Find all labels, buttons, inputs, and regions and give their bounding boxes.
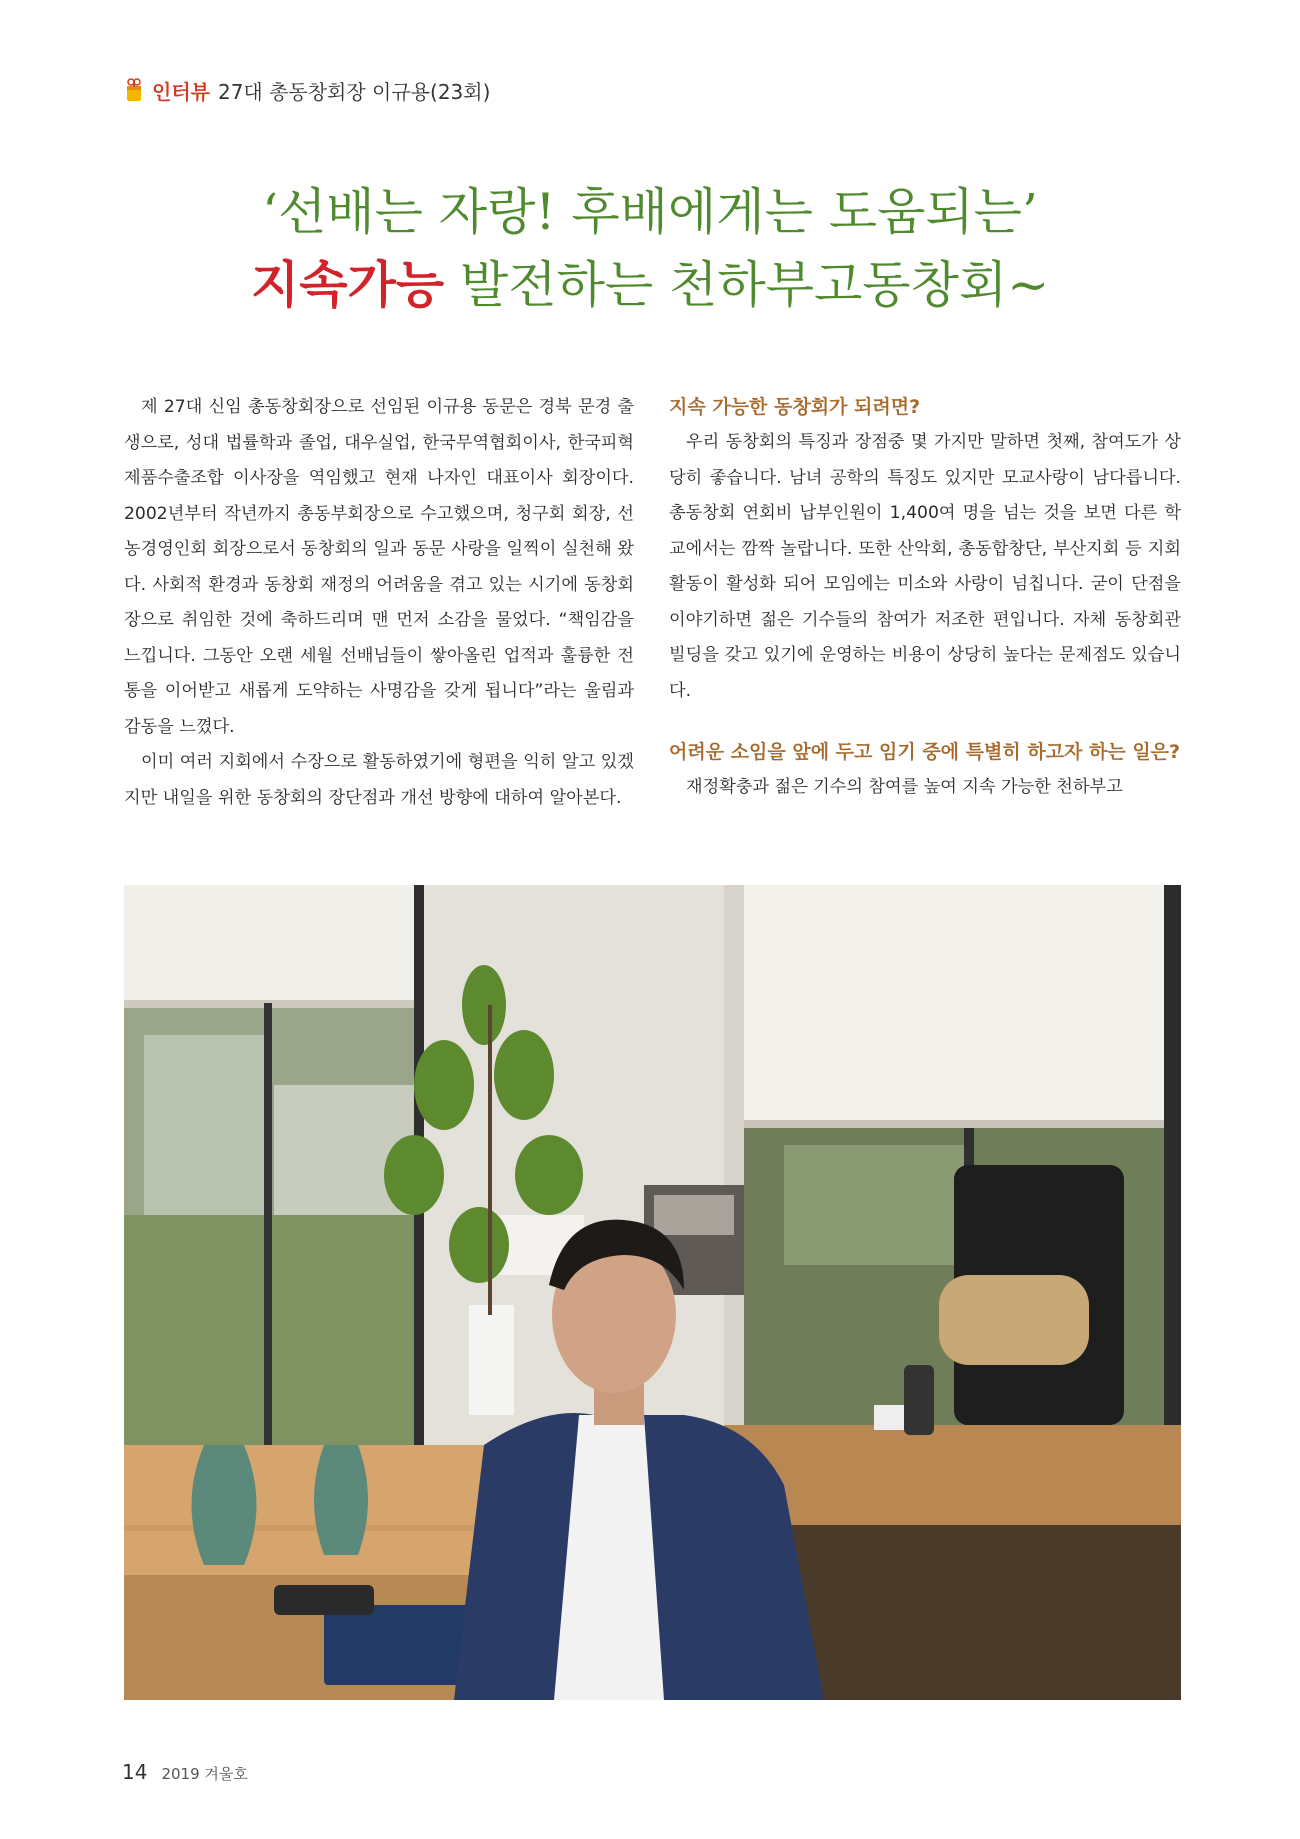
left-column [124,390,634,816]
section-subtitle: 27대 총동창회장 이규용(23회) [217,79,491,104]
intro-paragraph-1: 제 27대 신임 총동창회장으로 선임된 이규용 동문은 경북 문경 출생으로, 성대 법률학과 졸업, 대우실업, 한국무역협회이사, 한국피혁제품수출조합 이사장을 역임했고 현재 나자인 대표이사 회장이다. 2002년부터 작년까지 총동부회장으로 수고했으며, 청구회 회장, 선농경영인회 회장으로서 동창회의 일과 동문 사랑을 일찍이 실천해 왔다. 사회적 환경과 동창회 재정의 어려움을 겪고 있는 시기에 동창회장으로 취임한 것에 축하드리며 맨 먼저 소감을 물었다. “책임감을 느낍니다. 그동안 오랜 세월 선배님들이 쌓아올린 업적과 훌륭한 전통을 이어받고 새롭게 도약하는 사명감을 갖게 됩니다”라는 울림과 감동을 느꼈다. [124,397,634,737]
right-column [669,390,1181,806]
headline-rest: 발전하는 천하부고동창회~ [444,256,1050,314]
question-2: 어려운 소임을 앞에 두고 임기 중에 특별히 하고자 하는 일은? [669,741,1181,763]
answer-2: 재정확충과 젊은 기수의 참여를 높여 지속 가능한 천하부고 [686,777,1123,797]
headline-line-1: ‘선배는 자랑! 후배에게는 도움되는’ [262,183,1038,241]
intro-paragraph-2: 이미 여러 지회에서 수장으로 활동하였기에 형편을 익히 알고 있겠지만 내일을 위한 동창회의 장단점과 개선 방향에 대하여 알아본다. [124,752,634,808]
headline-highlight: 지속가능 [250,255,445,314]
section-header [124,74,490,106]
office-portrait-photo [124,885,1181,1700]
gift-cup-icon [124,78,144,102]
answer-1: 우리 동창회의 특징과 장점중 몇 가지만 말하면 첫째, 참여도가 상당히 좋습니다. 남녀 공학의 특징도 있지만 모교사랑이 남다릅니다. 총동창회 연회비 납부인원이 1,400여 명을 넘는 것을 보면 다른 학교에서는 깜짝 놀랍니다. 또한 산악회, 총동합창단, 부산지회 등 지회활동이 활성화 되어 모임에는 미소와 사랑이 넘칩니다. 굳이 단점을 이야기하면 젊은 기수들의 참여가 저조한 편입니다. 자체 동창회관 빌딩을 갖고 있기에 운영하는 비용이 상당히 높다는 문제점도 있습니다. [669,432,1181,701]
section-category: 인터뷰 [152,79,210,104]
page-number: 14 [122,1760,148,1784]
issue-label: 2019 겨울호 [161,1765,248,1783]
headline-line-2 [0,245,1300,317]
page-footer [122,1760,248,1784]
question-1: 지속 가능한 동창회가 되려면? [669,396,921,418]
